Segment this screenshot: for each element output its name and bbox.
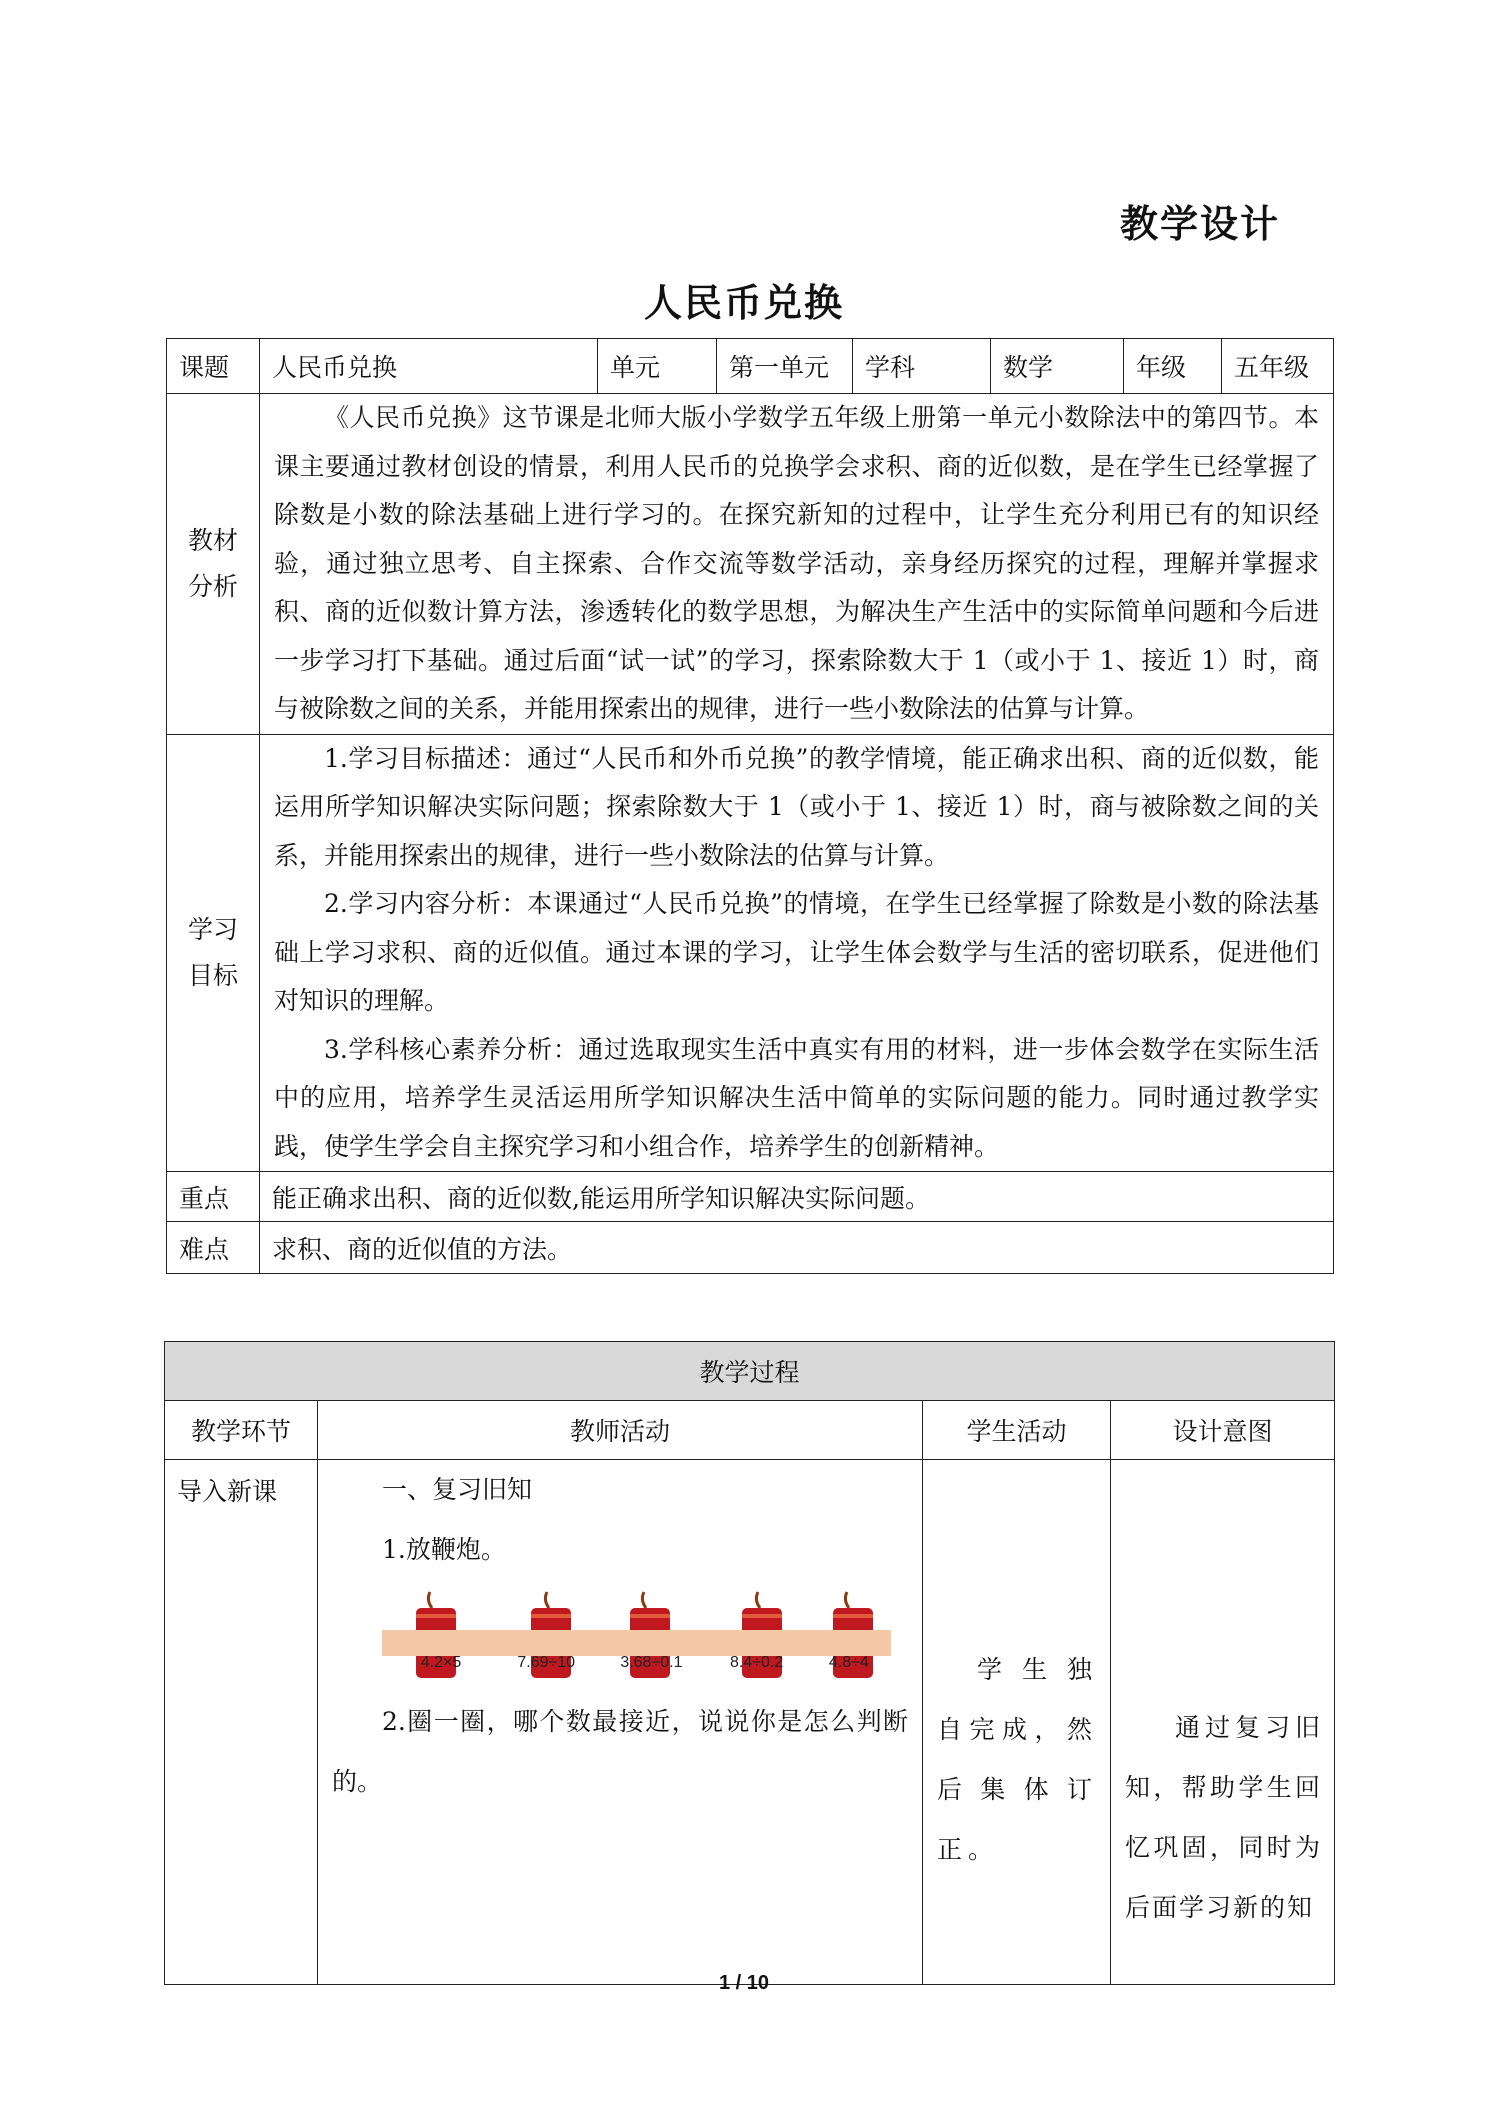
learning-goals-label <box>167 734 260 1172</box>
student-activity-text: 学生独自完成，然后集体订正。 <box>937 1655 1098 1864</box>
firecracker-label: 4.2×5 <box>420 1654 462 1671</box>
key-point-label: 重点 <box>167 1172 260 1222</box>
teacher-activity-cell <box>318 1460 923 1985</box>
col-header-student: 学生活动 <box>923 1401 1111 1460</box>
subject-label: 学科 <box>853 339 991 394</box>
material-paragraph: 《人民币兑换》这节课是北师大版小学数学五年级上册第一单元小数除法中的第四节。本课主要通过教材创设的情景，利用人民币的兑换学会求积、商的近似数，是在学生已经掌握了除数是小数的除法基础上进行学习的。在探究新知的过程中，让学生充分利用已有的知识经验，通过独立思考、自主探索、合作交流等数学活动，亲身经历探究的过程，理解并掌握求积、商的近似数计算方法，渗透转化的数学思想，为解决生产生活中的实际简单问题和今后进一步学习打下基础。通过后面“试一试”的学习，探索除数大于 1（或小于 1、接近 1）时，商与被除数之间的关系，并能用探索出的规律，进行一些小数除法的估算与计算。 <box>274 403 1319 723</box>
unit-value: 第一单元 <box>717 339 853 394</box>
stage-cell <box>165 1460 318 1985</box>
firecracker-label: 8.4÷0.2 <box>729 1654 784 1671</box>
col-header-teacher: 教师活动 <box>318 1401 923 1460</box>
design-intent-cell <box>1111 1460 1335 1985</box>
grade-label: 年级 <box>1124 339 1222 394</box>
goal-item: 3.学科核心素养分析：通过选取现实生活中真实有用的材料，进一步体会数学在实际生活中的应用，培养学生灵活运用所学知识解决生活中简单的实际问题的能力。同时通过教学实践，使学生学会自主探究学习和小组合作，培养学生的创新精神。 <box>274 1034 1319 1161</box>
firecracker-row <box>382 1586 908 1682</box>
goals-label-line1: 学习 <box>187 914 238 944</box>
grade-value: 五年级 <box>1222 339 1334 394</box>
goal-item: 1.学习目标描述：通过“人民币和外币兑换”的教学情境，能正确求出积、商的近似数，能运用所学知识解决实际问题；探索除数大于 1（或小于 1、接近 1）时，商与被除数之间的关系，并能用探索出的规律，进行一些小数除法的估算与计算。 <box>274 743 1319 870</box>
student-activity-cell <box>923 1460 1111 1985</box>
item-circle-closest: 2.圈一圈，哪个数最接近，说说你是怎么判断的。 <box>332 1707 908 1796</box>
difficulty-label: 难点 <box>167 1222 260 1274</box>
firecracker <box>487 1586 592 1682</box>
firecracker <box>382 1586 487 1682</box>
page-number: 1 / 10 <box>718 1972 770 1994</box>
firecracker-label: 4.8÷4 <box>828 1654 869 1671</box>
item-firecrackers: 1.放鞭炮。 <box>382 1535 506 1564</box>
col-header-intent: 设计意图 <box>1111 1401 1335 1460</box>
goal-item: 2.学习内容分析：本课通过“人民币兑换”的情境，在学生已经掌握了除数是小数的除法基础上学习求积、商的近似值。通过本课的学习，让学生体会数学与生活的密切联系，促进他们对知识的理解。 <box>274 889 1319 1015</box>
topic-label: 课题 <box>167 339 260 394</box>
material-analysis-label <box>167 394 260 735</box>
goals-label-line2: 目标 <box>187 960 238 990</box>
lesson-title: 人民币兑换 <box>643 281 844 325</box>
firecracker <box>698 1586 803 1682</box>
material-label-line1: 教材 <box>187 525 238 555</box>
key-point-text: 能正确求出积、商的近似数,能运用所学知识解决实际问题。 <box>260 1172 1334 1222</box>
firecracker <box>592 1586 697 1682</box>
difficulty-text: 求积、商的近似值的方法。 <box>260 1222 1334 1274</box>
design-intent-text: 通过复习旧知，帮助学生回忆巩固，同时为后面学习新的知 <box>1125 1713 1323 1922</box>
review-heading: 一、复习旧知 <box>382 1475 533 1504</box>
unit-label: 单元 <box>598 339 717 394</box>
subject-value: 数学 <box>991 339 1124 394</box>
col-header-stage: 教学环节 <box>165 1401 318 1460</box>
firecracker <box>803 1586 908 1682</box>
material-label-line2: 分析 <box>187 571 238 601</box>
teaching-process-table <box>164 1341 1335 1985</box>
topic-value: 人民币兑换 <box>260 339 598 394</box>
document-title: 教学设计 <box>1120 202 1281 246</box>
stage-name: 导入新课 <box>177 1477 278 1506</box>
learning-goals-text <box>260 734 1334 1172</box>
material-analysis-text <box>260 394 1334 735</box>
lesson-info-table <box>166 338 1334 1274</box>
firecracker-label: 7.69÷10 <box>517 1654 576 1671</box>
firecracker-label: 3.68÷0.1 <box>620 1654 683 1671</box>
process-title: 教学过程 <box>165 1342 1335 1401</box>
